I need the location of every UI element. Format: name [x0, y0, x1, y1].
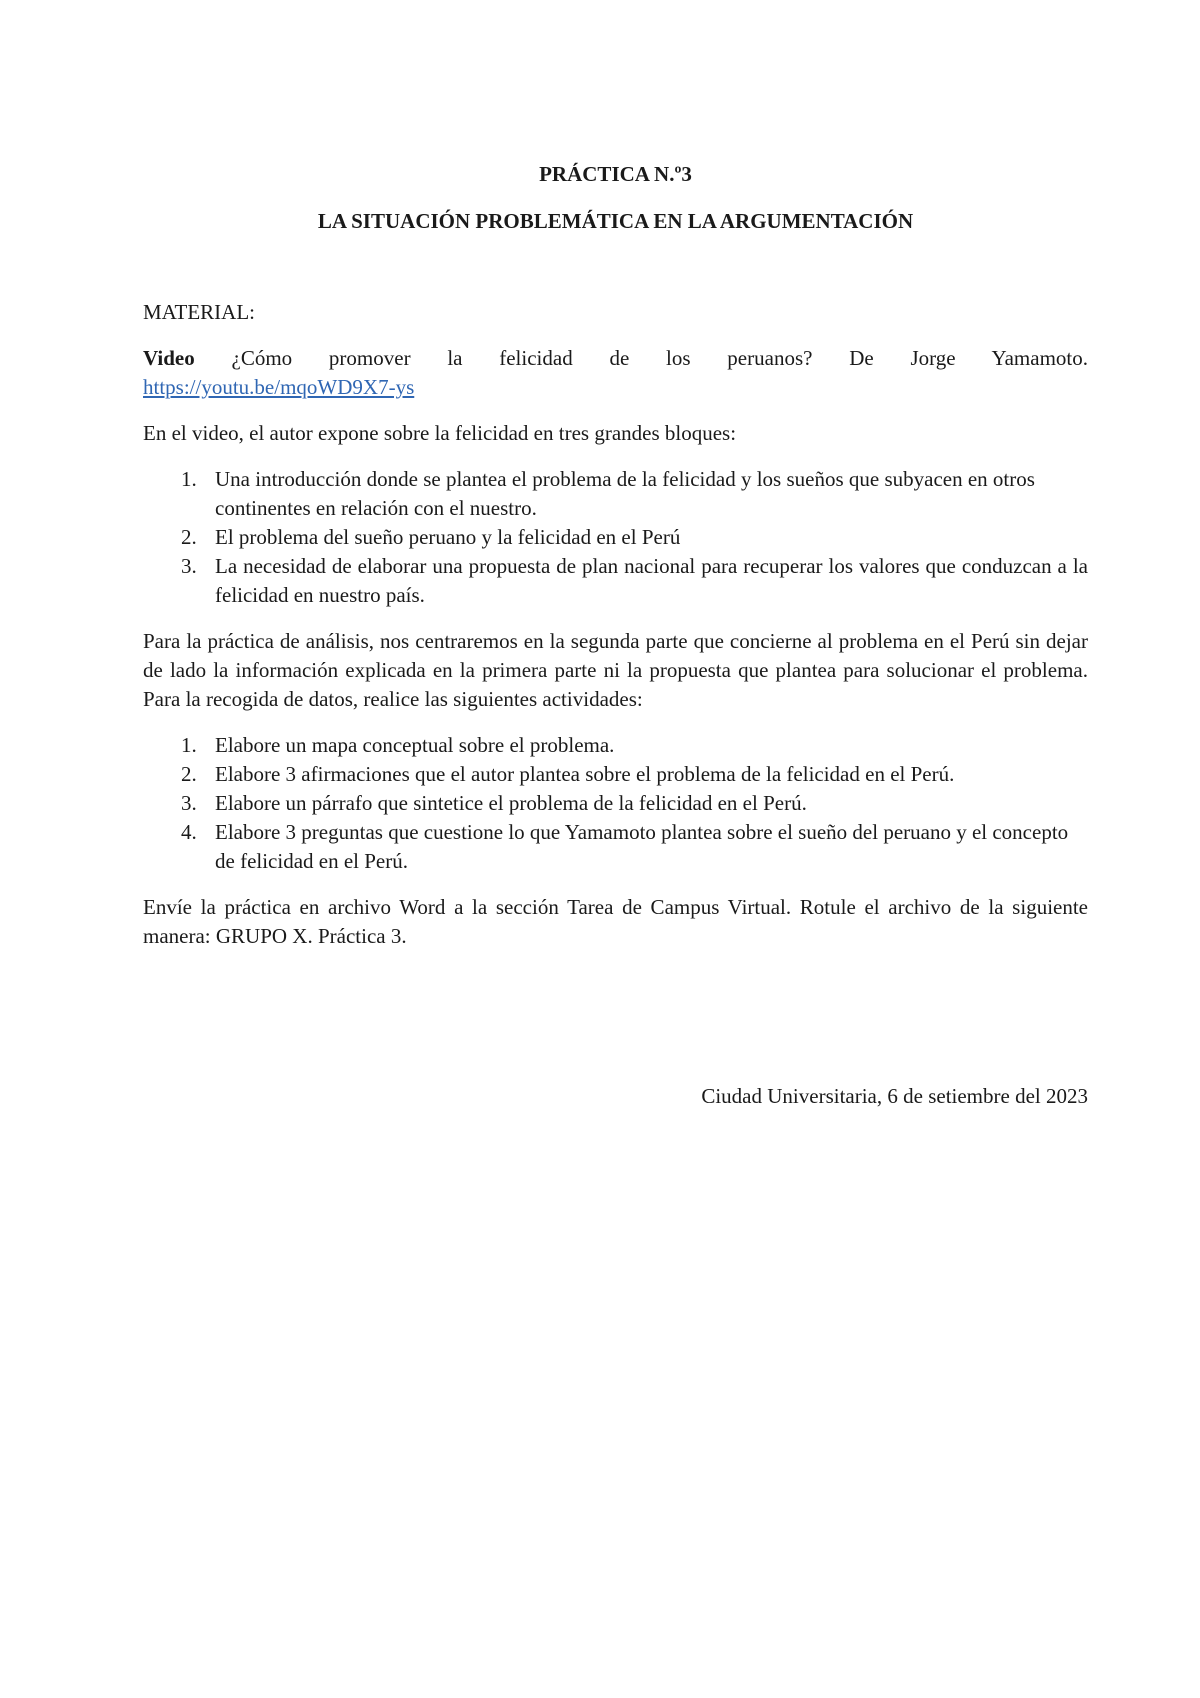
list-item-text: El problema del sueño peruano y la felicidad en el Perú — [215, 525, 681, 549]
list-item-number: 2. — [181, 525, 197, 549]
list-item-number: 1. — [181, 733, 197, 757]
list-item-text: Elabore 3 preguntas que cuestione lo que Yamamoto plantea sobre el sueño del peruano y el concepto de felicidad en el Perú. — [215, 820, 1069, 873]
document-title: PRÁCTICA N.º3 — [539, 162, 692, 186]
list-item-number: 1. — [181, 467, 197, 491]
list-item — [143, 523, 1088, 552]
analysis-paragraph: Para la práctica de análisis, nos centraremos en la segunda parte que concierne al problema en el Perú sin dejar de lado la información explicada en la primera parte ni la propuesta que plantea para solucionar el problema. Para la recogida de datos, realice las siguientes actividades: — [143, 629, 1088, 711]
video-link-line — [143, 373, 1088, 402]
submission-paragraph: Envíe la práctica en archivo Word a la sección Tarea de Campus Virtual. Rotule el archivo de la siguiente manera: GRUPO X. Práctica 3. — [143, 895, 1088, 948]
list-item-number: 4. — [181, 820, 197, 844]
list-item-text: Elabore un párrafo que sintetice el problema de la felicidad en el Perú. — [215, 791, 807, 815]
intro-paragraph: En el video, el autor expone sobre la felicidad en tres grandes bloques: — [143, 421, 737, 445]
video-description: ¿Cómo promover la felicidad de los peruanos? De Jorge Yamamoto. — [231, 346, 1088, 370]
list-item — [143, 760, 1088, 789]
list-item — [143, 818, 1088, 876]
video-link[interactable]: https://youtu.be/mqoWD9X7-ys — [143, 375, 415, 399]
list-item-text: La necesidad de elaborar una propuesta de plan nacional para recuperar los valores que conduzcan a la felicidad en nuestro país. — [215, 554, 1088, 607]
list-item — [143, 789, 1088, 818]
list-item-number: 3. — [181, 554, 197, 578]
list-item-text: Elabore 3 afirmaciones que el autor plantea sobre el problema de la felicidad en el Perú. — [215, 762, 955, 786]
list-item — [143, 731, 1088, 760]
list-item — [143, 552, 1088, 610]
list-item-text: Una introducción donde se plantea el problema de la felicidad y los sueños que subyacen en otros continentes en relación con el nuestro. — [215, 467, 1035, 520]
list-item — [143, 465, 1088, 523]
video-label: Video — [143, 346, 195, 370]
document-subtitle: LA SITUACIÓN PROBLEMÁTICA EN LA ARGUMENTACIÓN — [317, 209, 914, 233]
activities-list — [143, 731, 1088, 876]
signature-line: Ciudad Universitaria, 6 de setiembre del 2023 — [701, 1084, 1088, 1108]
list-item-number: 2. — [181, 762, 197, 786]
list-item-number: 3. — [181, 791, 197, 815]
video-reference — [143, 344, 1088, 373]
material-label: MATERIAL: — [143, 300, 255, 324]
blocks-list — [143, 465, 1088, 610]
list-item-text: Elabore un mapa conceptual sobre el problema. — [215, 733, 615, 757]
document-body — [143, 298, 1088, 968]
